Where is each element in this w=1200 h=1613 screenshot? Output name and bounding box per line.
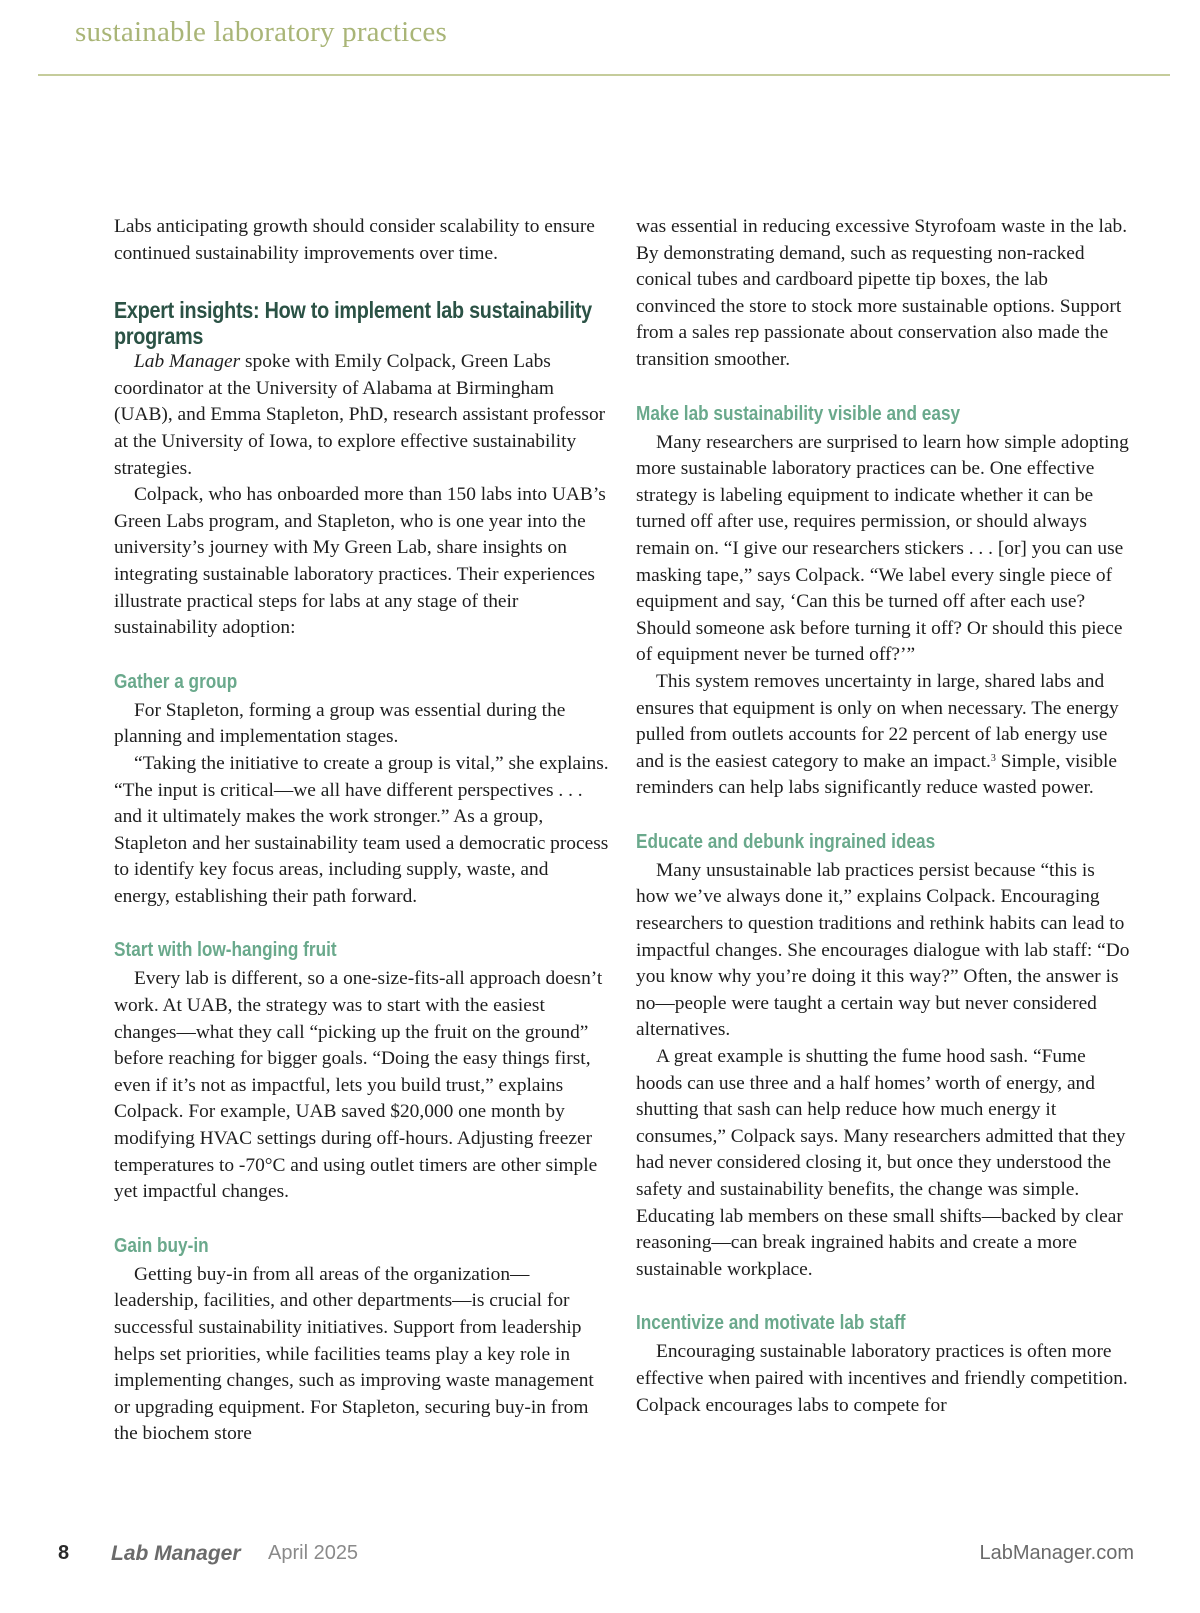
gather-paragraph-2: “Taking the initiative to create a group is vital,” she explains. “The input is critical—we all have different perspectives . . . and it ultimately makes the work stronger.” As a group, Stapleton and her sustainability team used a democratic process to identify key focus areas, including supply, waste, and energy, establishing their path forward. — [114, 752, 609, 907]
section-heading-visible: Make lab sustainability visible and easy — [636, 402, 961, 425]
column-right — [636, 214, 1131, 1419]
visible-paragraph-2 — [636, 669, 1131, 802]
reference-superscript: 3 — [990, 752, 996, 764]
website-link[interactable]: LabManager.com — [979, 1542, 1134, 1564]
intro-paragraph-1 — [114, 349, 609, 482]
page-footer — [0, 1542, 1200, 1572]
page-number: 8 — [58, 1542, 70, 1564]
educate-paragraph-1: Many unsustainable lab practices persist because “this is how we’ve always done it,” explains Colpack. Encouraging researchers to question traditions and rethink habits can lead to impactful changes. She encourages dialogue with lab staff: “Do you know why you’re doing it this way?” Often, the answer is no—people were taught a certain way but never considered alternatives. — [636, 859, 1130, 1041]
magazine-name-inline: Lab Manager — [134, 351, 241, 373]
section-heading-buyin: Gain buy-in — [114, 1234, 209, 1257]
section-heading-fruit: Start with low-hanging fruit — [114, 939, 337, 962]
visible-paragraph-1: Many researchers are surprised to learn how simple adopting more sustainable laboratory practices can be. One effective strategy is labeling equipment to indicate whether it can be turned off after use, requires permission, or should always remain on. “I give our researchers stickers . . . [or] you can use masking tape,” says Colpack. “We label every single piece of equipment and say, ‘Can this be turned off after each use? Should someone ask before turning it off? Or should this piece of equipment never be turned off?’” — [636, 431, 1129, 666]
section-heading-gather: Gather a group — [114, 670, 238, 693]
educate-paragraph-2: A great example is shutting the fume hood sash. “Fume hoods can use three and a half homes’ worth of energy, and shutting that sash can help reduce how much energy it consumes,” Colpack says. Many researchers admitted that they had never considered closing it, but once they understood the safety and sustainability benefits, the change was simple. Educating lab members on these small shifts—backed by clear reasoning—can break ingrained habits and create a more sustainable workplace. — [636, 1046, 1126, 1280]
section-heading-incentivize: Incentivize and motivate lab staff — [636, 1312, 906, 1335]
header-rule — [38, 74, 1170, 76]
buyin-paragraph-1-continued: was essential in reducing excessive Styrofoam waste in the lab. By demonstrating demand, such as requesting non-racked conical tubes and cardboard pipette tip boxes, the lab convinced the store to stock more sustainable options. Support from a sales rep passionate about conservation also made the transition smoother. — [636, 216, 1128, 370]
visible-paragraph-2-b: Simple, visible reminders can help labs significantly reduce wasted power. — [636, 750, 1118, 799]
gather-paragraph-1: For Stapleton, forming a group was essential during the planning and implementation stages. — [114, 699, 566, 748]
column-left — [114, 214, 609, 1448]
incentivize-paragraph-1: Encouraging sustainable laboratory practices is often more effective when paired with incentives and friendly competition. Colpack encourages labs to compete for — [636, 1341, 1128, 1416]
visible-paragraph-2-a: This system removes uncertainty in large, shared labs and ensures that equipment is only on when necessary. The energy pulled from outlets accounts for 22 percent of lab energy use and is the easiest category to make an impact. — [636, 670, 1119, 772]
buyin-paragraph-1: Getting buy-in from all areas of the organization—leadership, facilities, and other departments—is crucial for successful sustainability initiatives. Support from leadership helps set priorities, while facilities teams play a key role in implementing changes, such as improving waste management or upgrading equipment. For Stapleton, securing buy-in from the biochem store — [114, 1263, 594, 1445]
main-heading: Expert insights: How to implement lab sustainability programs — [114, 297, 592, 350]
section-heading-educate: Educate and debunk ingrained ideas — [636, 830, 936, 853]
intro-tail-paragraph: Labs anticipating growth should consider scalability to ensure continued sustainability improvements over time. — [114, 216, 595, 264]
intro-paragraph-1-text: spoke with Emily Colpack, Green Labs coordinator at the University of Alabama at Birmingham (UAB), and Emma Stapleton, PhD, research assistant professor at the University of Iowa, to explore effective sustainability strategies. — [114, 351, 606, 479]
fruit-paragraph-1: Every lab is different, so a one-size-fits-all approach doesn’t work. At UAB, the strategy was to start with the easiest changes—what they call “picking up the fruit on the ground” before reaching for bigger goals. “Doing the easy things first, even if it’s not as impactful, lets you build trust,” explains Colpack. For example, UAB saved $20,000 one month by modifying HVAC settings during off-hours. Adjusting freezer temperatures to -70°C and using outlet timers are other simple yet impactful changes. — [114, 968, 603, 1203]
intro-paragraph-2: Colpack, who has onboarded more than 150 labs into UAB’s Green Labs program, and Stapleton, who is one year into the university’s journey with My Green Lab, share insights on integrating sustainable laboratory practices. Their experiences illustrate practical steps for labs at any stage of their sustainability adoption: — [114, 484, 606, 639]
running-head-title: sustainable laboratory practices — [75, 16, 447, 48]
issue-date: April 2025 — [268, 1542, 359, 1564]
magazine-name: Lab Manager — [111, 1542, 241, 1565]
